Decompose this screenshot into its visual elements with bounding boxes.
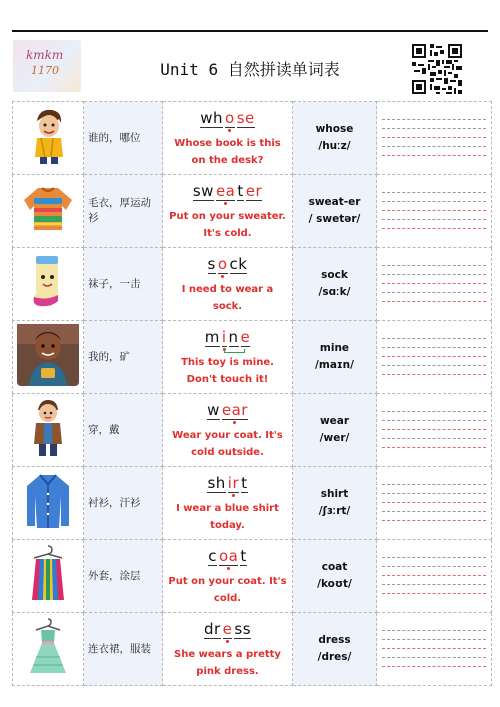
chinese-meaning: 袜子，一击 bbox=[84, 248, 163, 321]
table-row bbox=[13, 467, 492, 540]
qr-code bbox=[412, 44, 462, 94]
example-sentence: She wears a pretty pink dress. bbox=[174, 648, 281, 677]
phonics-word bbox=[192, 183, 263, 203]
writing-lines bbox=[377, 540, 492, 613]
word-label: coat bbox=[321, 561, 348, 573]
word-phonetic-cell bbox=[293, 102, 377, 175]
phonics-cell bbox=[163, 175, 293, 248]
word-label: mine bbox=[319, 342, 350, 354]
chinese-meaning: 穿，戴 bbox=[84, 394, 163, 467]
letter-segment: s bbox=[207, 254, 216, 273]
chinese-meaning: 衬衫，汗衫 bbox=[84, 467, 163, 540]
writing-lines bbox=[377, 467, 492, 540]
phonics-word bbox=[204, 329, 252, 349]
coat-icon bbox=[28, 544, 68, 604]
phonics-word bbox=[206, 475, 248, 495]
sweater-icon bbox=[22, 184, 74, 234]
writing-lines bbox=[377, 102, 492, 175]
letter-segment: t bbox=[240, 546, 247, 565]
word-label: wear bbox=[319, 415, 350, 427]
letter-segment: se bbox=[236, 108, 255, 127]
word-phonetic-cell bbox=[293, 613, 377, 686]
picture-cell bbox=[13, 321, 84, 394]
letter-segment: e bbox=[222, 619, 233, 638]
word-phonetic-cell bbox=[293, 394, 377, 467]
boy-in-coat-icon bbox=[30, 398, 66, 458]
word-table bbox=[12, 101, 492, 686]
chinese-meaning: 毛衣，厚运动衫 bbox=[84, 175, 163, 248]
letter-segment: ss bbox=[234, 619, 252, 638]
chinese-meaning: 谁的，哪位 bbox=[84, 102, 163, 175]
picture-cell bbox=[13, 102, 84, 175]
letter-segment: dr bbox=[203, 619, 221, 638]
writing-lines bbox=[377, 613, 492, 686]
shirt-icon bbox=[23, 472, 73, 530]
table-row bbox=[13, 394, 492, 467]
example-sentence: Put on your sweater. It's cold. bbox=[169, 210, 286, 239]
letter-segment: ir bbox=[227, 473, 240, 492]
ipa-label: / swetər/ bbox=[308, 213, 361, 225]
example-sentence: This toy is mine. Don't touch it! bbox=[181, 356, 274, 385]
table-row bbox=[13, 175, 492, 248]
dress-icon bbox=[28, 617, 68, 677]
letter-segment: sh bbox=[207, 473, 226, 492]
phonics-word bbox=[207, 256, 249, 276]
boy-icon bbox=[25, 107, 71, 165]
writing-lines bbox=[377, 248, 492, 321]
phonics-cell bbox=[163, 248, 293, 321]
letter-segment: m bbox=[204, 327, 220, 346]
picture-cell bbox=[13, 248, 84, 321]
picture-cell bbox=[13, 394, 84, 467]
boy-with-toy-icon bbox=[17, 324, 79, 386]
ipa-label: /koʊt/ bbox=[317, 578, 352, 590]
word-phonetic-cell bbox=[293, 321, 377, 394]
picture-cell bbox=[13, 467, 84, 540]
letter-segment: oa bbox=[218, 546, 239, 565]
example-sentence: Wear your coat. It's cold outside. bbox=[172, 429, 283, 458]
letter-segment: c bbox=[208, 546, 217, 565]
phonics-word bbox=[207, 548, 248, 568]
phonics-cell bbox=[163, 613, 293, 686]
letter-segment: wh bbox=[200, 108, 224, 127]
table-row bbox=[13, 613, 492, 686]
word-label: shirt bbox=[320, 488, 349, 500]
ipa-label: /ʃɜːrt/ bbox=[318, 505, 351, 517]
table-row bbox=[13, 540, 492, 613]
table-row bbox=[13, 102, 492, 175]
word-phonetic-cell bbox=[293, 248, 377, 321]
table-row bbox=[13, 248, 492, 321]
letter-segment: e bbox=[240, 327, 251, 346]
phonics-cell bbox=[163, 467, 293, 540]
magic-e-marker bbox=[224, 349, 245, 353]
letter-segment: ck bbox=[229, 254, 248, 273]
writing-lines bbox=[377, 175, 492, 248]
phonics-cell bbox=[163, 321, 293, 394]
word-phonetic-cell bbox=[293, 175, 377, 248]
writing-lines bbox=[377, 394, 492, 467]
letter-segment: sw bbox=[192, 181, 214, 200]
phonics-word bbox=[203, 621, 252, 641]
chinese-meaning: 我的，矿 bbox=[84, 321, 163, 394]
word-phonetic-cell bbox=[293, 467, 377, 540]
picture-cell bbox=[13, 540, 84, 613]
picture-cell bbox=[13, 613, 84, 686]
phonics-word bbox=[199, 110, 256, 130]
letter-segment: t bbox=[241, 473, 248, 492]
word-label: sweat-er bbox=[308, 196, 361, 208]
letter-segment: o bbox=[225, 108, 235, 127]
letter-segment: er bbox=[245, 181, 263, 200]
writing-lines bbox=[377, 321, 492, 394]
letter-segment: n bbox=[228, 327, 239, 346]
word-phonetic-cell bbox=[293, 540, 377, 613]
letter-segment: o bbox=[217, 254, 228, 273]
top-rule bbox=[12, 30, 488, 32]
ipa-label: /wer/ bbox=[319, 432, 350, 444]
table-row bbox=[13, 321, 492, 394]
chinese-meaning: 连衣裙，服装 bbox=[84, 613, 163, 686]
example-sentence: I need to wear a sock. bbox=[181, 283, 274, 312]
word-label: whose bbox=[315, 123, 354, 135]
chinese-meaning: 外套，涂层 bbox=[84, 540, 163, 613]
word-label: dress bbox=[318, 634, 351, 646]
phonics-cell bbox=[163, 394, 293, 467]
sock-icon bbox=[28, 253, 68, 311]
example-sentence: I wear a blue shirt today. bbox=[176, 502, 279, 531]
letter-segment: ea bbox=[215, 181, 236, 200]
letter-segment: ear bbox=[221, 400, 248, 419]
letter-segment: t bbox=[237, 181, 244, 200]
picture-cell bbox=[13, 175, 84, 248]
phonics-word bbox=[206, 402, 249, 422]
letter-segment: i bbox=[221, 327, 227, 346]
example-sentence: Whose book is this on the desk? bbox=[174, 137, 281, 166]
letter-segment: w bbox=[207, 400, 220, 419]
brand-logo: kmkm 1170 bbox=[13, 40, 81, 92]
ipa-label: /maɪn/ bbox=[315, 359, 354, 371]
page-title: Unit 6 自然拼读单词表 bbox=[160, 60, 340, 79]
ipa-label: /dres/ bbox=[317, 651, 352, 663]
ipa-label: /huːz/ bbox=[318, 140, 351, 152]
phonics-cell bbox=[163, 540, 293, 613]
ipa-label: /sɑːk/ bbox=[318, 286, 351, 298]
example-sentence: Put on your coat. It's cold. bbox=[168, 575, 287, 604]
word-label: sock bbox=[321, 269, 348, 281]
phonics-cell bbox=[163, 102, 293, 175]
